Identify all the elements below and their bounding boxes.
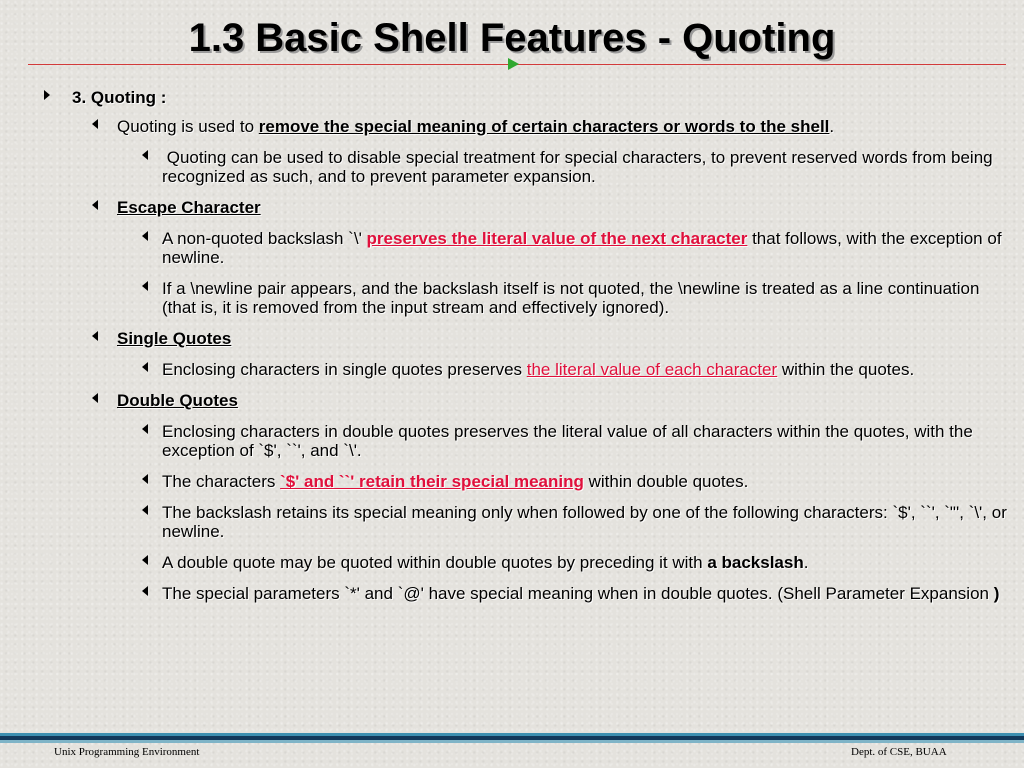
escape-backslash-emphasis: preserves the literal value of the next character	[366, 229, 748, 248]
double-special-prefix: The characters	[162, 472, 281, 491]
triangle-left-bullet-icon	[142, 424, 148, 434]
triangle-left-bullet-icon	[92, 119, 98, 129]
triangle-left-bullet-icon	[92, 393, 98, 403]
footer-course-name: Unix Programming Environment	[54, 746, 200, 758]
quoting-heading-text: 3. Quoting :	[72, 88, 167, 107]
escape-heading-text: Escape Character	[117, 198, 261, 217]
bullet-quoting-purpose	[0, 117, 1024, 136]
single-literal-emphasis: the literal value of each character	[526, 360, 778, 379]
bullet-double-quote-escape	[0, 553, 1024, 572]
double-quote-prefix: A double quote may be quoted within double quotes by preceding it with	[162, 553, 708, 572]
triangle-left-bullet-icon	[142, 150, 148, 160]
triangle-left-bullet-icon	[142, 231, 148, 241]
double-special-suffix: within double quotes.	[583, 472, 749, 491]
bullet-escape-heading	[0, 198, 1024, 217]
triangle-left-bullet-icon	[142, 555, 148, 565]
quoting-detail-text: Quoting can be used to disable special treatment for special characters, to prevent reserved words from being recognized as such, and to prevent parameter expansion.	[162, 148, 998, 186]
bullet-quoting-detail	[0, 148, 1024, 186]
triangle-left-bullet-icon	[142, 586, 148, 596]
bullet-double-special-chars	[0, 472, 1024, 491]
bullet-single-heading	[0, 329, 1024, 348]
quoting-purpose-suffix: .	[829, 117, 835, 136]
double-params-text: The special parameters `*' and `@' have special meaning when in double quotes. (Shell Parameter Expansion	[162, 584, 994, 603]
title-marker-arrow-icon	[508, 58, 519, 70]
single-literal-suffix: within the quotes.	[777, 360, 915, 379]
triangle-left-bullet-icon	[142, 362, 148, 372]
double-literal-text: Enclosing characters in double quotes preserves the literal value of all characters within the quotes, with the exception of `$', ``', and `\'.	[162, 422, 973, 460]
footer-department: Dept. of CSE, BUAA	[851, 746, 947, 758]
bullet-quoting-heading	[0, 88, 1024, 107]
double-backslash-text: The backslash retains its special meaning only when followed by one of the following characters: `$', ``', `"', `\', or newline.	[162, 503, 1007, 541]
triangle-left-bullet-icon	[142, 281, 148, 291]
single-literal-prefix: Enclosing characters in single quotes preserves	[162, 360, 527, 379]
bullet-double-special-params	[0, 584, 1024, 603]
double-heading-text: Double Quotes	[117, 391, 238, 410]
double-quote-emphasis: a backslash	[707, 553, 804, 572]
footer-bar	[0, 733, 1024, 743]
triangle-right-bullet-icon	[44, 90, 50, 100]
bullet-escape-backslash	[0, 229, 1024, 267]
double-quote-suffix: .	[803, 553, 809, 572]
bullet-double-backslash	[0, 503, 1024, 541]
slide-content	[0, 88, 1024, 615]
escape-newline-text: If a \newline pair appears, and the backslash itself is not quoted, the \newline is treated as a line continuation (that is, it is removed from the input stream and effectively ignored).	[162, 279, 980, 317]
bullet-double-heading	[0, 391, 1024, 410]
quoting-purpose-prefix: Quoting is used to	[117, 117, 259, 136]
bullet-escape-newline	[0, 279, 1024, 317]
triangle-left-bullet-icon	[92, 200, 98, 210]
triangle-left-bullet-icon	[92, 331, 98, 341]
escape-backslash-suffix: that follows, with the exception of newline.	[162, 229, 1002, 267]
double-params-close: )	[993, 584, 1000, 603]
quoting-purpose-emphasis: remove the special meaning of certain characters or words to the shell	[258, 117, 830, 136]
escape-backslash-prefix: A non-quoted backslash `\'	[162, 229, 367, 248]
slide-title: 1.3 Basic Shell Features - Quoting	[188, 16, 836, 60]
triangle-left-bullet-icon	[142, 505, 148, 515]
single-heading-text: Single Quotes	[117, 329, 232, 348]
bullet-double-literal	[0, 422, 1024, 460]
double-special-emphasis: `$' and ``' retain their special meaning	[280, 472, 584, 491]
triangle-left-bullet-icon	[142, 474, 148, 484]
bullet-single-literal	[0, 360, 1024, 379]
